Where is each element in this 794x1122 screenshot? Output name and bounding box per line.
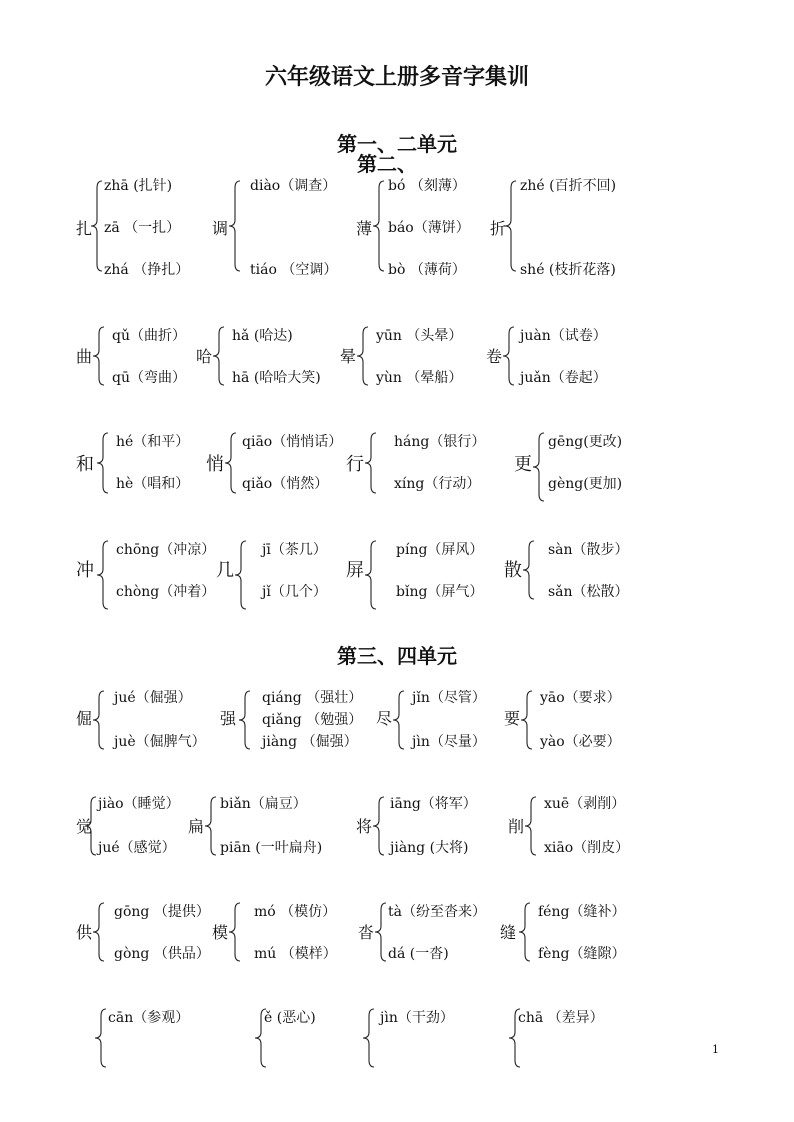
curly-brace xyxy=(520,690,534,750)
pinyin-entry: gōng （提供） xyxy=(114,904,210,920)
pinyin-entry: hé（和平） xyxy=(116,434,190,450)
polyphone-char: 几 xyxy=(216,560,234,581)
polyphone-char: 折 xyxy=(490,219,507,238)
pinyin-entry: tiáo （空调） xyxy=(250,262,338,278)
curly-brace xyxy=(90,180,104,272)
pinyin-entry: iāng（将军） xyxy=(390,796,477,812)
polyphone-char: 冲 xyxy=(76,560,94,581)
section-heading-fragment: 第二、 xyxy=(357,152,417,176)
pinyin-entry: qū（弯曲） xyxy=(112,370,186,386)
pinyin-entry: cān（参观） xyxy=(108,1010,190,1026)
pinyin-entry: zhá （挣扎） xyxy=(104,262,190,278)
polyphone-char: 缝 xyxy=(500,923,517,942)
pinyin-entry: jiào（睡觉） xyxy=(98,796,180,812)
curly-brace xyxy=(374,902,388,962)
pinyin-entry: mó （模仿） xyxy=(254,904,337,920)
pinyin-entry: háng（银行） xyxy=(394,434,486,450)
section-heading-3-4: 第三、四单元 xyxy=(337,644,457,668)
curly-brace xyxy=(92,690,106,750)
pinyin-entry: hǎ (哈达) xyxy=(232,328,293,344)
pinyin-entry: xiāo（削皮） xyxy=(544,840,630,856)
polyphone-char: 更 xyxy=(514,454,532,475)
pinyin-entry: qiáng （强壮） xyxy=(262,690,363,706)
polyphone-char: 屏 xyxy=(346,560,364,581)
pinyin-entry: yùn （晕船） xyxy=(376,370,463,386)
pinyin-entry: gēng(更改) xyxy=(548,434,623,450)
curly-brace xyxy=(84,796,98,856)
polyphone-char: 扎 xyxy=(76,219,93,238)
pinyin-entry: jiàng (大将) xyxy=(390,840,469,856)
pinyin-entry: piān (一叶扁舟) xyxy=(220,840,323,856)
polyphone-char: 调 xyxy=(212,219,229,238)
curly-brace xyxy=(518,902,532,962)
pinyin-entry: yāo（要求） xyxy=(540,690,621,706)
polyphone-char: 削 xyxy=(508,817,525,836)
polyphone-char: 觉 xyxy=(76,817,93,836)
polyphone-char: 沓 xyxy=(358,923,375,942)
pinyin-entry: juǎn（卷起） xyxy=(520,370,607,386)
curly-brace xyxy=(502,326,516,386)
polyphone-char: 哈 xyxy=(196,347,213,366)
pinyin-entry: qǔ（曲折） xyxy=(112,328,186,344)
curly-brace xyxy=(94,1008,108,1068)
pinyin-entry: tà（纷至沓来） xyxy=(388,904,486,920)
polyphone-char: 强 xyxy=(220,709,237,728)
curly-brace xyxy=(238,690,252,750)
section-heading-1-2: 第一、二单元 xyxy=(337,132,457,156)
pinyin-entry: yào（必要） xyxy=(540,734,621,750)
polyphone-char: 倔 xyxy=(76,709,93,728)
pinyin-entry: hā (哈哈大笑) xyxy=(232,370,321,386)
pinyin-entry: biǎn（扁豆） xyxy=(220,796,307,812)
polyphone-char: 薄 xyxy=(356,219,373,238)
pinyin-entry: fèng（缝隙） xyxy=(538,946,626,962)
pinyin-entry: chā （差异） xyxy=(518,1010,604,1026)
pinyin-entry: píng（屏风） xyxy=(396,542,484,558)
polyphone-char: 散 xyxy=(504,560,522,581)
polyphone-char: 供 xyxy=(76,923,93,942)
pinyin-entry: báo（薄饼） xyxy=(388,220,470,236)
polyphone-char: 悄 xyxy=(206,454,224,475)
pinyin-entry: bó （刻薄） xyxy=(388,178,466,194)
curly-brace xyxy=(522,540,536,600)
pinyin-entry: chōng（冲凉） xyxy=(116,542,216,558)
pinyin-entry: zā （一扎） xyxy=(104,220,181,236)
curly-brace xyxy=(362,1008,376,1068)
page-title: 六年级语文上册多音字集训 xyxy=(264,64,529,90)
curly-brace xyxy=(504,180,518,272)
polyphone-char: 曲 xyxy=(76,347,93,366)
curly-brace xyxy=(234,540,248,610)
pinyin-entry: xíng（行动） xyxy=(394,476,481,492)
polyphone-char: 扁 xyxy=(188,817,205,836)
curly-brace xyxy=(92,902,106,962)
pinyin-entry: yūn （头晕） xyxy=(376,328,463,344)
pinyin-entry: zhé (百折不回) xyxy=(520,178,617,194)
pinyin-entry: mú （模样） xyxy=(254,946,337,962)
curly-brace xyxy=(228,180,242,272)
pinyin-entry: zhā (扎针) xyxy=(104,178,173,194)
pinyin-entry: dá (一沓) xyxy=(388,946,449,962)
pinyin-entry: jué（感觉） xyxy=(98,840,176,856)
pinyin-entry: gèng(更加) xyxy=(548,476,623,492)
pinyin-entry: sǎn（松散） xyxy=(548,584,629,600)
pinyin-entry: juàn（试卷） xyxy=(520,328,607,344)
pinyin-entry: chòng（冲着） xyxy=(116,584,216,600)
polyphone-char: 要 xyxy=(504,709,521,728)
pinyin-entry: jìn（干劲） xyxy=(380,1010,454,1026)
pinyin-entry: shé (枝折花落) xyxy=(520,262,616,278)
pinyin-entry: jué（倔强） xyxy=(114,690,192,706)
pinyin-entry: xuē（剥削） xyxy=(544,796,626,812)
curly-brace xyxy=(224,432,238,494)
curly-brace xyxy=(92,326,106,386)
pinyin-entry: gòng （供品） xyxy=(114,946,210,962)
curly-brace xyxy=(204,796,218,856)
pinyin-entry: qiǎo（悄然） xyxy=(242,476,329,492)
curly-brace xyxy=(96,540,110,610)
polyphone-char: 尽 xyxy=(376,709,393,728)
pinyin-entry: jiàng （倔强） xyxy=(262,734,358,750)
pinyin-entry: diào（调查） xyxy=(250,178,337,194)
polyphone-char: 卷 xyxy=(486,347,503,366)
page-number: 1 xyxy=(712,1043,719,1056)
pinyin-entry: jī（茶几） xyxy=(262,542,327,558)
pinyin-entry: bǐng（屏气） xyxy=(396,584,484,600)
curly-brace xyxy=(228,902,242,962)
pinyin-entry: bò （薄荷） xyxy=(388,262,466,278)
pinyin-entry: jìn（尽量） xyxy=(412,734,486,750)
curly-brace xyxy=(356,326,370,386)
curly-brace xyxy=(532,432,546,502)
curly-brace xyxy=(364,432,378,494)
curly-brace xyxy=(364,540,378,610)
curly-brace xyxy=(212,326,226,386)
pinyin-entry: juè（倔脾气） xyxy=(114,734,206,750)
curly-brace xyxy=(372,180,386,272)
polyphone-char: 行 xyxy=(346,454,364,475)
pinyin-entry: jǐ（几个） xyxy=(262,584,327,600)
pinyin-entry: ě (恶心) xyxy=(264,1010,316,1026)
polyphone-char: 将 xyxy=(356,817,373,836)
curly-brace xyxy=(524,796,538,856)
pinyin-entry: hè（唱和） xyxy=(116,476,190,492)
pinyin-entry: qiǎng （勉强） xyxy=(262,712,363,728)
pinyin-entry: jǐn（尽管） xyxy=(412,690,486,706)
curly-brace xyxy=(372,796,386,856)
curly-brace xyxy=(392,690,406,750)
pinyin-entry: féng（缝补） xyxy=(538,904,626,920)
curly-brace xyxy=(96,432,110,494)
polyphone-char: 晕 xyxy=(340,347,357,366)
polyphone-char: 模 xyxy=(212,923,229,942)
pinyin-entry: sàn（散步） xyxy=(548,542,629,558)
polyphone-char: 和 xyxy=(76,454,94,475)
pinyin-entry: qiāo（悄悄话） xyxy=(242,434,343,450)
